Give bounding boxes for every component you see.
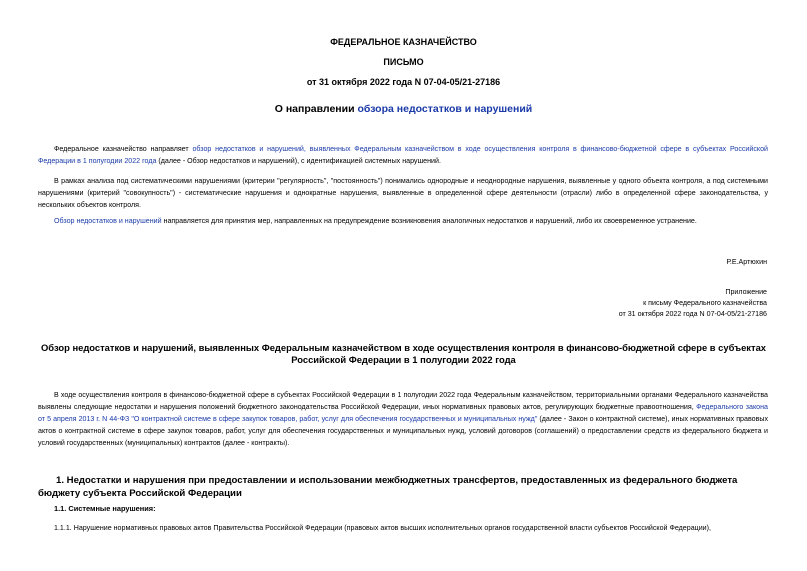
review-title-line-2: Российской Федерации в 1 полугодии 2022 года [291,354,516,365]
appendix-date: от 31 октября 2022 года N 07-04-05/21-27186 [618,310,767,318]
review-title-line-1: Обзор недостатков и нарушений, выявленных Федеральным казначейством в ходе осуществления контроля в финансово-бюджетной сфере в субъектах [41,342,766,353]
item-1-1-1: 1.1.1. Нарушение нормативных правовых актов Правительства Российской Федерации (правовых актов высших исполнительных органов государственной власти субъектов Российской Федерации), [54,524,711,532]
document-subject [0,103,807,115]
org-name: ФЕДЕРАЛЬНОЕ КАЗНАЧЕЙСТВО [330,37,477,47]
paragraph-1 [38,143,768,167]
review-link[interactable]: обзор недостатков и нарушений, выявленных Федеральным казначейством в ходе осуществления контроля в финансово-бюджетной сфере в субъектах Российской Федерации в 1 полугодии 2022 года [38,145,768,165]
document-type: ПИСЬМО [383,57,424,67]
review-link-2[interactable]: Обзор недостатков и нарушений [54,217,162,225]
section-1-1-heading: 1.1. Системные нарушения: [54,504,156,513]
paragraph-2: В рамках анализа под систематическими нарушениями (критерии "регулярность", "постоянность") понимались однородные и неоднородные нарушения, выявленные у одного объекта контроля, а под системными нарушениями (критерий "совокупность") - систематические нарушения и однократные нарушения, выявленные в определенной сфере деятельности (отрасли) либо в определенной сфере законодательства, у нескольких объектов контроля. [38,177,768,209]
p1-text-start: Федеральное казначейство направляет [54,145,193,153]
appendix-label: Приложение [725,288,767,296]
review-title [0,342,807,366]
review-intro [38,389,768,449]
subject-link[interactable]: обзора недостатков и нарушений [357,103,533,115]
p3-text-end: направляется для принятия мер, направленных на предупреждение возникновения аналогичных недостатков и нарушений, либо их своевременное устранение. [161,217,697,225]
subject-prefix: О направлении [274,103,358,115]
section-1-heading: 1. Недостатки и нарушения при предоставлении и использовании межбюджетных трансфертов, предоставленных из федерального бюджета бюджету субъекта Российской Федерации [38,475,738,499]
appendix-ref: к письму Федерального казначейства [643,299,767,307]
law-44fz-link[interactable]: Федерального закона от 5 апреля 2013 г. N 44-ФЗ "О контрактной системе в сфере закупок товаров, работ, услуг для обеспечения государственных и муниципальных нужд" [38,403,768,423]
paragraph-3 [38,215,768,227]
p1-text-end: (далее - Обзор недостатков и нарушений), с идентификацией системных нарушений. [156,157,441,165]
signature: Р.Е.Артюхин [726,258,767,266]
document-date-number: от 31 октября 2022 года N 07-04-05/21-27186 [306,77,501,87]
intro-text-end: (далее - Закон о контрактной системе), иных нормативных правовых актов о контрактной системе в сфере закупок товаров, работ, услуг для обеспечения государственных и муниципальных нужд, условий договоров (соглашений) о предоставлении средств из федерального бюджета и условий государственных (муниципальных) контрактов (далее - контракты). [38,415,768,447]
intro-text-start: В ходе осуществления контроля в финансово-бюджетной сфере в субъектах Российской Федерации в 1 полугодии 2022 года Федеральным казначейством, территориальными органами Федерального казначейства выявлены следующие недостатки и нарушения положений бюджетного законодательства Российской Федерации, иных нормативных правовых актов, регулирующих бюджетные правоотношения, [38,391,768,411]
